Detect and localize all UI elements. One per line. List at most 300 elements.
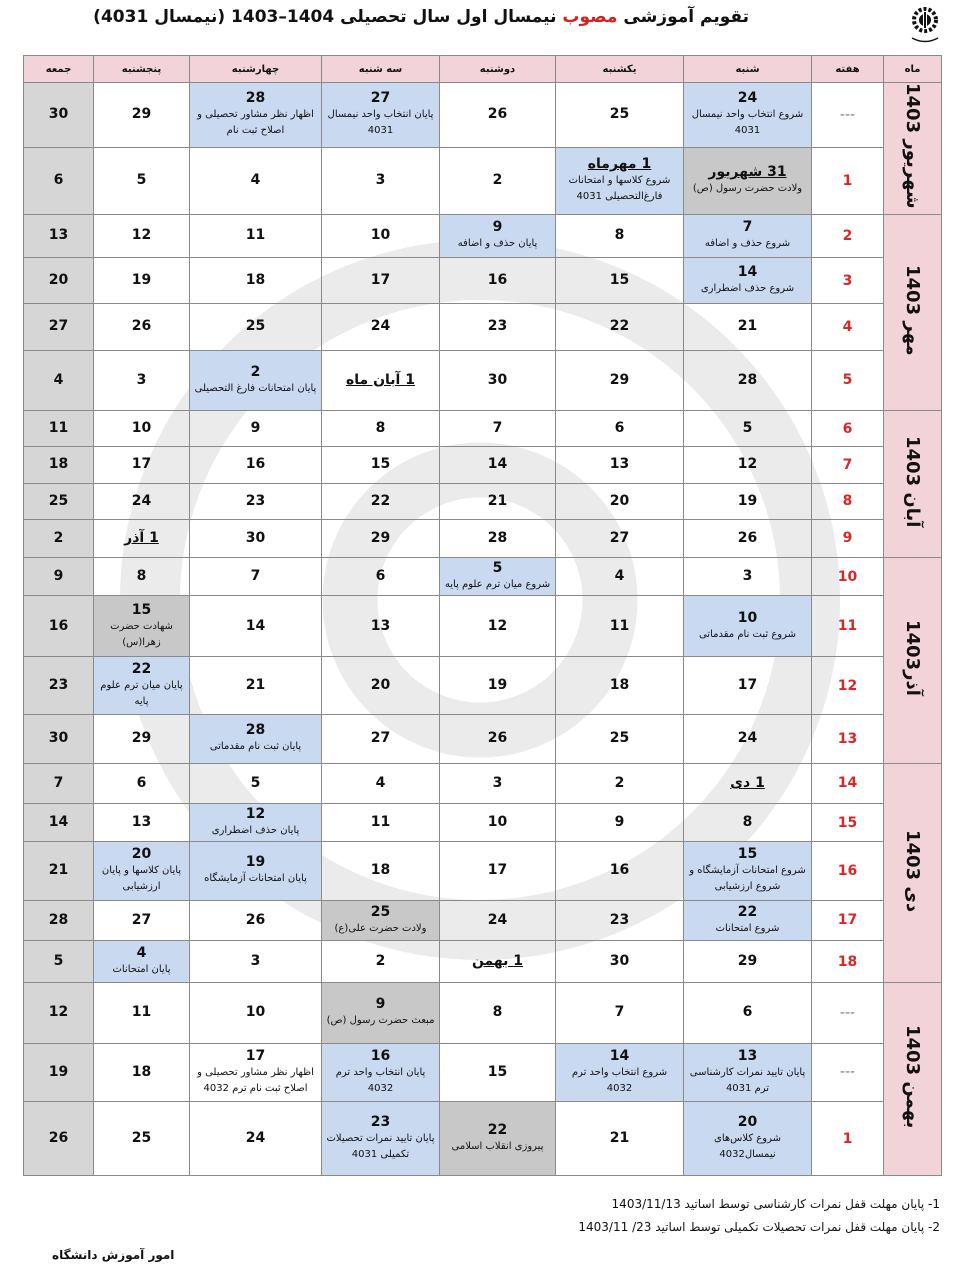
day-number: 9 bbox=[250, 420, 261, 437]
calendar-day-cell bbox=[94, 803, 190, 841]
calendar-day-cell bbox=[556, 304, 684, 350]
calendar-day-cell bbox=[322, 519, 440, 557]
calendar-day-cell bbox=[684, 411, 812, 447]
calendar-day-cell bbox=[440, 483, 556, 519]
day-number: 11 bbox=[609, 617, 630, 634]
calendar-event-cell bbox=[684, 147, 812, 214]
calendar-day-cell bbox=[322, 940, 440, 982]
calendar-event-cell bbox=[322, 1043, 440, 1101]
table-row bbox=[24, 483, 942, 519]
day-number: 23 bbox=[609, 911, 630, 928]
week-number: 13 bbox=[812, 715, 884, 763]
day-number: 14 bbox=[737, 264, 758, 281]
table-row bbox=[24, 900, 942, 940]
calendar-day-cell bbox=[190, 1102, 322, 1176]
week-number: 15 bbox=[812, 803, 884, 841]
calendar-event-cell bbox=[684, 1043, 812, 1101]
month-cell bbox=[884, 558, 942, 764]
calendar-day-cell bbox=[440, 763, 556, 803]
day-number: 27 bbox=[370, 730, 391, 747]
day-number: 22 bbox=[131, 661, 152, 678]
day-number: 8 bbox=[742, 814, 753, 831]
day-number: 10 bbox=[737, 609, 758, 626]
calendar-day-cell bbox=[94, 1043, 190, 1101]
week-number: --- bbox=[812, 1043, 884, 1101]
calendar-day-cell bbox=[556, 411, 684, 447]
day-number: 4 bbox=[614, 568, 625, 585]
week-number: 9 bbox=[812, 519, 884, 557]
day-number: 29 bbox=[131, 730, 152, 747]
calendar-day-cell bbox=[190, 483, 322, 519]
calendar-day-cell bbox=[440, 519, 556, 557]
day-number: 14 bbox=[609, 1047, 630, 1064]
event-text: شروع کلاس‌های نیمسال4032 bbox=[714, 1133, 781, 1161]
calendar-day-cell bbox=[94, 304, 190, 350]
day-number: 17 bbox=[370, 272, 391, 289]
academic-calendar-table bbox=[23, 55, 942, 1176]
table-row bbox=[24, 596, 942, 656]
day-number: 11 bbox=[245, 227, 266, 244]
calendar-event-cell bbox=[684, 842, 812, 900]
calendar-day-cell bbox=[190, 983, 322, 1043]
calendar-day-cell bbox=[190, 558, 322, 596]
day-number: 30 bbox=[609, 953, 630, 970]
day-number: 24 bbox=[245, 1130, 266, 1147]
calendar-day-cell bbox=[556, 214, 684, 257]
calendar-day-cell bbox=[440, 350, 556, 410]
calendar-day-cell bbox=[190, 900, 322, 940]
calendar-day-cell bbox=[440, 983, 556, 1043]
calendar-day-cell bbox=[556, 983, 684, 1043]
event-text: شروع امتحانات bbox=[715, 922, 780, 934]
day-number: 21 bbox=[487, 492, 508, 509]
week-number: 6 bbox=[812, 411, 884, 447]
day-number: 3 bbox=[250, 953, 261, 970]
column-header: یکشنبه bbox=[556, 56, 684, 83]
event-text: پیروزی انقلاب اسلامی bbox=[451, 1141, 544, 1153]
day-number: 20 bbox=[131, 846, 152, 863]
day-number: 27 bbox=[48, 318, 69, 335]
table-row bbox=[24, 147, 942, 214]
calendar-day-cell bbox=[24, 763, 94, 803]
day-number: 16 bbox=[370, 1047, 391, 1064]
table-row bbox=[24, 940, 942, 982]
event-text: پایان حذف و اضافه bbox=[457, 238, 538, 250]
table-row bbox=[24, 350, 942, 410]
calendar-day-cell bbox=[190, 304, 322, 350]
day-number: 13 bbox=[131, 814, 152, 831]
month-cell bbox=[884, 763, 942, 983]
day-number: 14 bbox=[48, 814, 69, 831]
day-number: 8 bbox=[492, 1004, 503, 1021]
calendar-day-cell bbox=[556, 447, 684, 483]
note-2: 2- پایان مهلت قفل نمرات تحصیلات تکمیلی توسط اساتید 23/ 1403/11 bbox=[578, 1220, 940, 1234]
calendar-day-cell bbox=[684, 715, 812, 763]
calendar-day-cell bbox=[684, 447, 812, 483]
calendar-day-cell bbox=[94, 447, 190, 483]
calendar-day-cell bbox=[24, 411, 94, 447]
calendar-day-cell bbox=[440, 900, 556, 940]
day-number: 9 bbox=[492, 219, 503, 236]
calendar-day-cell bbox=[24, 803, 94, 841]
calendar-day-cell bbox=[190, 596, 322, 656]
calendar-day-cell bbox=[94, 83, 190, 148]
calendar-event-cell bbox=[190, 715, 322, 763]
day-number: 28 bbox=[245, 722, 266, 739]
event-text: اظهار نظر مشاور تحصیلی و اصلاح ثبت نام bbox=[197, 109, 314, 137]
calendar-day-cell bbox=[556, 900, 684, 940]
event-text: پایان امتحانات فارغ التحصیلی bbox=[194, 382, 317, 394]
day-number: 21 bbox=[609, 1130, 630, 1147]
calendar-event-cell bbox=[94, 656, 190, 714]
day-number: 11 bbox=[48, 420, 69, 437]
day-number: 31 شهریور bbox=[708, 164, 787, 181]
column-header: شنبه bbox=[684, 56, 812, 83]
column-header: پنجشنبه bbox=[94, 56, 190, 83]
calendar-day-cell bbox=[556, 1102, 684, 1176]
day-number: 29 bbox=[370, 529, 391, 546]
calendar-day-cell bbox=[556, 83, 684, 148]
week-number: 1 bbox=[812, 1102, 884, 1176]
calendar-day-cell bbox=[322, 214, 440, 257]
calendar-day-cell bbox=[24, 304, 94, 350]
calendar-day-cell bbox=[556, 940, 684, 982]
calendar-event-cell bbox=[190, 842, 322, 900]
page-title bbox=[93, 7, 749, 27]
calendar-event-cell bbox=[94, 596, 190, 656]
day-number: 26 bbox=[487, 106, 508, 123]
table-row bbox=[24, 656, 942, 714]
calendar-event-cell bbox=[440, 214, 556, 257]
event-text: پایان انتخاب واحد نیمسال 4031 bbox=[327, 109, 434, 137]
day-number: 1 دی bbox=[730, 774, 765, 791]
calendar-event-cell bbox=[684, 83, 812, 148]
calendar-day-cell bbox=[322, 257, 440, 303]
day-number: 12 bbox=[487, 617, 508, 634]
calendar-day-cell bbox=[440, 257, 556, 303]
calendar-day-cell bbox=[24, 596, 94, 656]
event-text: شروع انتخاب واحد ترم 4032 bbox=[571, 1066, 668, 1094]
calendar-day-cell bbox=[322, 350, 440, 410]
calendar-day-cell bbox=[440, 411, 556, 447]
day-number: 2 bbox=[53, 529, 64, 546]
day-number: 13 bbox=[48, 227, 69, 244]
calendar-day-cell bbox=[556, 715, 684, 763]
day-number: 15 bbox=[370, 456, 391, 473]
day-number: 28 bbox=[245, 90, 266, 107]
day-number: 2 bbox=[614, 774, 625, 791]
calendar-day-cell bbox=[556, 350, 684, 410]
day-number: 6 bbox=[375, 568, 386, 585]
event-text: اظهار نظر مشاور تحصیلی و اصلاح ثبت نام ترم 4032 bbox=[197, 1066, 314, 1094]
calendar-day-cell bbox=[24, 350, 94, 410]
event-text: پایان امتحانات آزمایشگاه bbox=[204, 873, 307, 885]
event-text: شروع امتحانات آزمایشگاه و شروع ارزشیابی bbox=[689, 865, 806, 893]
calendar-day-cell bbox=[322, 596, 440, 656]
calendar-day-cell bbox=[322, 715, 440, 763]
calendar-day-cell bbox=[190, 257, 322, 303]
calendar-event-cell bbox=[684, 214, 812, 257]
table-row bbox=[24, 214, 942, 257]
calendar-event-cell bbox=[322, 83, 440, 148]
week-number: 5 bbox=[812, 350, 884, 410]
day-number: 5 bbox=[492, 560, 503, 577]
week-number: 18 bbox=[812, 940, 884, 982]
calendar-day-cell bbox=[24, 257, 94, 303]
day-number: 6 bbox=[614, 420, 625, 437]
table-row bbox=[24, 558, 942, 596]
table-row bbox=[24, 715, 942, 763]
calendar-day-cell bbox=[684, 519, 812, 557]
calendar-day-cell bbox=[556, 656, 684, 714]
day-number: 14 bbox=[245, 617, 266, 634]
calendar-day-cell bbox=[94, 214, 190, 257]
event-text: شروع حذف و اضافه bbox=[704, 238, 791, 250]
calendar-day-cell bbox=[94, 257, 190, 303]
calendar-event-cell bbox=[322, 983, 440, 1043]
day-number: 24 bbox=[131, 492, 152, 509]
day-number: 1 مهرماه bbox=[587, 156, 652, 173]
calendar-event-cell bbox=[684, 1102, 812, 1176]
day-number: 26 bbox=[245, 911, 266, 928]
calendar-day-cell bbox=[684, 656, 812, 714]
calendar-day-cell bbox=[322, 763, 440, 803]
calendar-day-cell bbox=[322, 304, 440, 350]
calendar-day-cell bbox=[440, 656, 556, 714]
day-number: 19 bbox=[487, 677, 508, 694]
day-number: 16 bbox=[487, 272, 508, 289]
title-post: نیمسال اول سال تحصیلی 1404–1403 (نیمسال 4031) bbox=[93, 7, 563, 27]
day-number: 17 bbox=[487, 862, 508, 879]
calendar-day-cell bbox=[24, 983, 94, 1043]
calendar-day-cell bbox=[190, 411, 322, 447]
calendar-day-cell bbox=[322, 447, 440, 483]
calendar-event-cell bbox=[684, 900, 812, 940]
day-number: 18 bbox=[245, 272, 266, 289]
day-number: 5 bbox=[250, 774, 261, 791]
event-text: پایان کلاسها و پایان ارزشیابی bbox=[101, 865, 182, 893]
day-number: 12 bbox=[737, 456, 758, 473]
calendar-day-cell bbox=[24, 1043, 94, 1101]
day-number: 15 bbox=[131, 601, 152, 618]
week-number: 7 bbox=[812, 447, 884, 483]
day-number: 6 bbox=[136, 774, 147, 791]
week-number: 17 bbox=[812, 900, 884, 940]
table-row bbox=[24, 1043, 942, 1101]
table-row bbox=[24, 983, 942, 1043]
calendar-day-cell bbox=[440, 1043, 556, 1101]
day-number: 15 bbox=[609, 272, 630, 289]
day-number: 25 bbox=[609, 106, 630, 123]
calendar-day-cell bbox=[322, 147, 440, 214]
calendar-day-cell bbox=[684, 350, 812, 410]
calendar-event-cell bbox=[94, 842, 190, 900]
event-text: پایان امتحانات bbox=[112, 964, 171, 976]
week-number: --- bbox=[812, 83, 884, 148]
day-number: 25 bbox=[245, 318, 266, 335]
day-number: 3 bbox=[742, 568, 753, 585]
day-number: 15 bbox=[737, 846, 758, 863]
day-number: 18 bbox=[370, 862, 391, 879]
calendar-day-cell bbox=[322, 483, 440, 519]
column-header: ماه bbox=[884, 56, 942, 83]
title-pre: تقویم آموزشی bbox=[617, 7, 749, 27]
day-number: 6 bbox=[53, 172, 64, 189]
calendar-event-cell bbox=[190, 83, 322, 148]
day-number: 12 bbox=[48, 1004, 69, 1021]
day-number: 13 bbox=[609, 456, 630, 473]
day-number: 7 bbox=[742, 219, 753, 236]
day-number: 16 bbox=[609, 862, 630, 879]
calendar-event-cell bbox=[684, 257, 812, 303]
day-number: 21 bbox=[245, 677, 266, 694]
day-number: 25 bbox=[609, 730, 630, 747]
month-cell bbox=[884, 214, 942, 410]
calendar-day-cell bbox=[94, 558, 190, 596]
day-number: 15 bbox=[487, 1063, 508, 1080]
calendar-day-cell bbox=[322, 803, 440, 841]
day-number: 7 bbox=[614, 1004, 625, 1021]
day-number: 4 bbox=[136, 945, 147, 962]
event-text: ولادت حضرت علی(ع) bbox=[334, 922, 427, 934]
calendar-day-cell bbox=[24, 147, 94, 214]
day-number: 20 bbox=[370, 677, 391, 694]
title-row bbox=[0, 0, 964, 50]
column-header: جمعه bbox=[24, 56, 94, 83]
event-text: پایان تایید نمرات کارشناسی ترم 4031 bbox=[689, 1066, 806, 1094]
day-number: 17 bbox=[131, 456, 152, 473]
day-number: 7 bbox=[250, 568, 261, 585]
day-number: 19 bbox=[48, 1063, 69, 1080]
day-number: 13 bbox=[737, 1047, 758, 1064]
calendar-event-cell bbox=[190, 803, 322, 841]
day-number: 30 bbox=[487, 371, 508, 388]
calendar-day-cell bbox=[440, 803, 556, 841]
month-label: مهر 1403 bbox=[902, 264, 923, 356]
calendar-day-cell bbox=[440, 842, 556, 900]
calendar-day-cell bbox=[24, 558, 94, 596]
day-number: 10 bbox=[131, 420, 152, 437]
calendar-event-cell bbox=[440, 1102, 556, 1176]
day-number: 24 bbox=[487, 911, 508, 928]
day-number: 20 bbox=[609, 492, 630, 509]
calendar-day-cell bbox=[190, 147, 322, 214]
day-number: 23 bbox=[487, 318, 508, 335]
event-text: پایان میان ترم علوم پایه bbox=[100, 680, 183, 708]
table-row bbox=[24, 83, 942, 148]
table-row bbox=[24, 447, 942, 483]
day-number: 19 bbox=[245, 854, 266, 871]
calendar-day-cell bbox=[684, 940, 812, 982]
day-number: 7 bbox=[53, 774, 64, 791]
day-number: 30 bbox=[245, 529, 266, 546]
day-number: 3 bbox=[136, 371, 147, 388]
day-number: 17 bbox=[245, 1047, 266, 1064]
calendar-day-cell bbox=[556, 483, 684, 519]
calendar-day-cell bbox=[556, 257, 684, 303]
day-number: 16 bbox=[245, 456, 266, 473]
day-number: 3 bbox=[492, 774, 503, 791]
day-number: 22 bbox=[609, 318, 630, 335]
day-number: 11 bbox=[131, 1004, 152, 1021]
event-text: پایان تایید نمرات تحصیلات تکمیلی 4031 bbox=[326, 1133, 435, 1161]
week-number: 12 bbox=[812, 656, 884, 714]
week-number: 1 bbox=[812, 147, 884, 214]
day-number: 3 bbox=[375, 172, 386, 189]
day-number: 22 bbox=[737, 903, 758, 920]
day-number: 25 bbox=[370, 903, 391, 920]
day-number: 5 bbox=[53, 953, 64, 970]
calendar-event-cell bbox=[190, 350, 322, 410]
calendar-day-cell bbox=[190, 656, 322, 714]
day-number: 25 bbox=[48, 492, 69, 509]
column-header: سه شنبه bbox=[322, 56, 440, 83]
calendar-day-cell bbox=[684, 304, 812, 350]
month-cell bbox=[884, 83, 942, 215]
table-row bbox=[24, 763, 942, 803]
week-number: 3 bbox=[812, 257, 884, 303]
week-number: 16 bbox=[812, 842, 884, 900]
day-number: 22 bbox=[487, 1122, 508, 1139]
day-number: 27 bbox=[131, 911, 152, 928]
event-text: پایان انتخاب واحد ترم 4032 bbox=[335, 1066, 426, 1094]
calendar-day-cell bbox=[24, 842, 94, 900]
week-number: 10 bbox=[812, 558, 884, 596]
calendar-day-cell bbox=[94, 519, 190, 557]
day-number: 5 bbox=[742, 420, 753, 437]
event-text: شروع ثبت نام مقدماتی bbox=[698, 628, 797, 640]
table-row bbox=[24, 803, 942, 841]
day-number: 10 bbox=[370, 227, 391, 244]
table-row bbox=[24, 257, 942, 303]
day-number: 27 bbox=[609, 529, 630, 546]
day-number: 28 bbox=[737, 371, 758, 388]
notes bbox=[578, 1197, 940, 1243]
calendar-day-cell bbox=[24, 656, 94, 714]
week-number: 4 bbox=[812, 304, 884, 350]
day-number: 29 bbox=[131, 106, 152, 123]
week-number: 8 bbox=[812, 483, 884, 519]
day-number: 9 bbox=[375, 996, 386, 1013]
day-number: 7 bbox=[492, 420, 503, 437]
day-number: 2 bbox=[250, 363, 261, 380]
calendar-day-cell bbox=[322, 656, 440, 714]
calendar-day-cell bbox=[322, 411, 440, 447]
calendar-day-cell bbox=[440, 447, 556, 483]
footer-signature: امور آموزش دانشگاه bbox=[52, 1248, 175, 1262]
note-1: 1- پایان مهلت قفل نمرات کارشناسی توسط اساتید 1403/11/13 bbox=[611, 1197, 940, 1211]
calendar-event-cell bbox=[556, 147, 684, 214]
day-number: 4 bbox=[250, 172, 261, 189]
calendar-day-cell bbox=[24, 483, 94, 519]
column-header: هفته bbox=[812, 56, 884, 83]
day-number: 26 bbox=[737, 529, 758, 546]
table-row bbox=[24, 411, 942, 447]
table-row bbox=[24, 519, 942, 557]
calendar-day-cell bbox=[190, 763, 322, 803]
calendar-day-cell bbox=[190, 214, 322, 257]
event-text: شهادت حضرت زهرا(س) bbox=[110, 620, 173, 648]
calendar-event-cell bbox=[684, 596, 812, 656]
calendar-event-cell bbox=[556, 1043, 684, 1101]
day-number: 12 bbox=[131, 227, 152, 244]
calendar-day-cell bbox=[24, 715, 94, 763]
calendar-event-cell bbox=[94, 940, 190, 982]
calendar-day-cell bbox=[556, 558, 684, 596]
table-row bbox=[24, 842, 942, 900]
day-number: 23 bbox=[245, 492, 266, 509]
day-number: 17 bbox=[737, 677, 758, 694]
